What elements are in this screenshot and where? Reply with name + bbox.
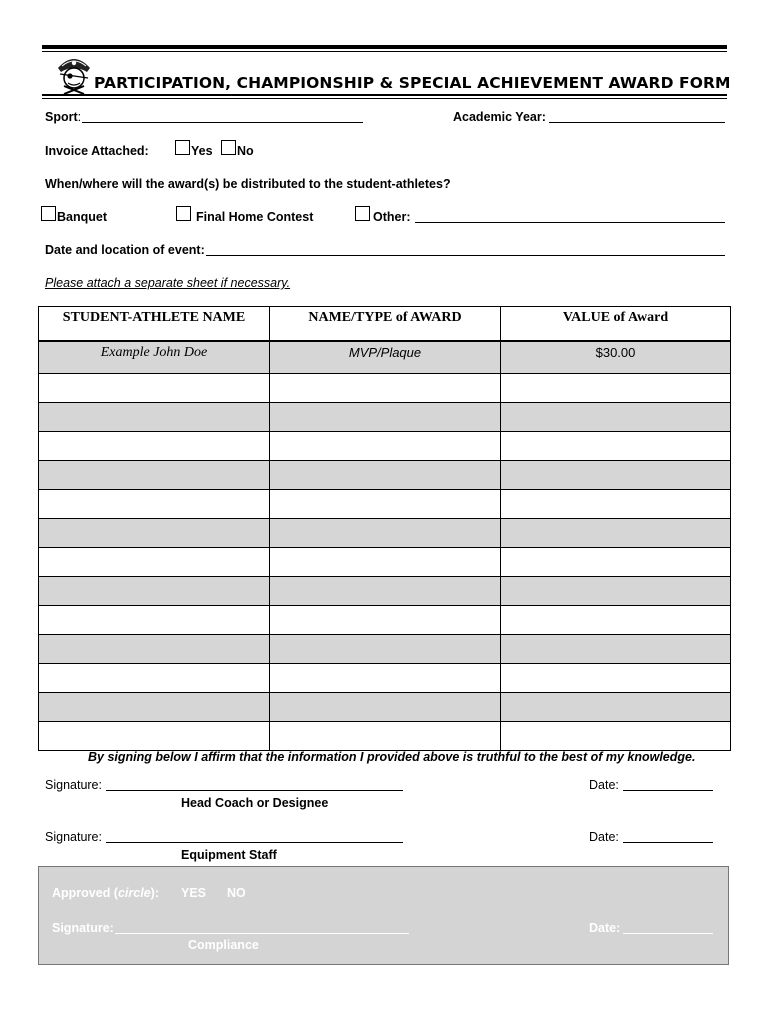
approved-no-option[interactable]: NO bbox=[227, 886, 246, 900]
equipment-role-label: Equipment Staff bbox=[181, 848, 277, 862]
award-cell[interactable] bbox=[270, 664, 501, 693]
equipment-signature-label: Signature: bbox=[45, 830, 102, 844]
table-row bbox=[39, 635, 731, 664]
banquet-label: Banquet bbox=[57, 210, 107, 224]
value-cell[interactable] bbox=[501, 519, 731, 548]
academic-year-field[interactable] bbox=[549, 122, 725, 123]
banquet-checkbox[interactable] bbox=[41, 206, 56, 221]
table-row bbox=[39, 606, 731, 635]
final-home-contest-label: Final Home Contest bbox=[196, 210, 314, 224]
example-award-cell: MVP/Plaque bbox=[270, 341, 501, 374]
name-cell[interactable] bbox=[39, 693, 270, 722]
value-cell[interactable] bbox=[501, 577, 731, 606]
invoice-no-label: No bbox=[237, 144, 254, 158]
form-title: PARTICIPATION, CHAMPIONSHIP & SPECIAL ACHIEVEMENT AWARD FORM bbox=[94, 74, 731, 92]
invoice-label: Invoice Attached: bbox=[45, 144, 149, 158]
value-cell[interactable] bbox=[501, 548, 731, 577]
name-cell[interactable] bbox=[39, 606, 270, 635]
compliance-signature-label: Signature: bbox=[52, 921, 114, 935]
coach-date-field[interactable] bbox=[623, 790, 713, 791]
award-cell[interactable] bbox=[270, 548, 501, 577]
award-cell[interactable] bbox=[270, 461, 501, 490]
header-rule-bottom-thin bbox=[42, 98, 727, 99]
name-cell[interactable] bbox=[39, 403, 270, 432]
approved-yes-option[interactable]: YES bbox=[181, 886, 207, 900]
name-cell[interactable] bbox=[39, 664, 270, 693]
invoice-yes-label: Yes bbox=[191, 144, 213, 158]
value-cell[interactable] bbox=[501, 403, 731, 432]
sport-field[interactable] bbox=[82, 122, 363, 123]
name-cell[interactable] bbox=[39, 635, 270, 664]
compliance-signature-field[interactable] bbox=[115, 933, 409, 934]
pirate-logo-icon bbox=[54, 52, 94, 94]
name-cell[interactable] bbox=[39, 722, 270, 751]
table-row bbox=[39, 432, 731, 461]
invoice-yes-checkbox[interactable] bbox=[175, 140, 190, 155]
compliance-box bbox=[38, 866, 729, 965]
award-cell[interactable] bbox=[270, 432, 501, 461]
value-cell[interactable] bbox=[501, 432, 731, 461]
value-cell[interactable] bbox=[501, 664, 731, 693]
approved-label: Approved (circle): bbox=[52, 886, 159, 900]
compliance-role-label: Compliance bbox=[188, 938, 259, 952]
award-cell[interactable] bbox=[270, 577, 501, 606]
sport-label: Sport: bbox=[45, 110, 82, 124]
attach-note: Please attach a separate sheet if necessary. bbox=[45, 276, 291, 290]
table-row bbox=[39, 519, 731, 548]
value-cell[interactable] bbox=[501, 693, 731, 722]
award-cell[interactable] bbox=[270, 519, 501, 548]
value-cell[interactable] bbox=[501, 374, 731, 403]
table-row bbox=[39, 548, 731, 577]
other-checkbox[interactable] bbox=[355, 206, 370, 221]
coach-signature-label: Signature: bbox=[45, 778, 102, 792]
table-row bbox=[39, 374, 731, 403]
name-cell[interactable] bbox=[39, 461, 270, 490]
name-cell[interactable] bbox=[39, 519, 270, 548]
award-cell[interactable] bbox=[270, 693, 501, 722]
name-cell[interactable] bbox=[39, 432, 270, 461]
equipment-signature-field[interactable] bbox=[106, 842, 403, 843]
header-rule-top bbox=[42, 45, 727, 49]
affirmation-text: By signing below I affirm that the information I provided above is truthful to the best of my knowledge. bbox=[88, 750, 696, 764]
header-award-type: NAME/TYPE of AWARD bbox=[270, 307, 501, 342]
value-cell[interactable] bbox=[501, 461, 731, 490]
header-rule-bottom bbox=[42, 94, 727, 96]
award-cell[interactable] bbox=[270, 403, 501, 432]
name-cell[interactable] bbox=[39, 548, 270, 577]
coach-date-label: Date: bbox=[589, 778, 619, 792]
table-row bbox=[39, 461, 731, 490]
compliance-date-field[interactable] bbox=[623, 933, 713, 934]
coach-signature-field[interactable] bbox=[106, 790, 403, 791]
table-row bbox=[39, 693, 731, 722]
table-row bbox=[39, 722, 731, 751]
award-cell[interactable] bbox=[270, 490, 501, 519]
other-field[interactable] bbox=[415, 222, 725, 223]
invoice-no-checkbox[interactable] bbox=[221, 140, 236, 155]
value-cell[interactable] bbox=[501, 606, 731, 635]
name-cell[interactable] bbox=[39, 577, 270, 606]
table-row bbox=[39, 490, 731, 519]
award-cell[interactable] bbox=[270, 606, 501, 635]
distribution-question: When/where will the award(s) be distributed to the student-athletes? bbox=[45, 177, 451, 191]
award-cell[interactable] bbox=[270, 635, 501, 664]
award-table bbox=[38, 306, 731, 751]
header-award-value: VALUE of Award bbox=[501, 307, 731, 342]
date-location-field[interactable] bbox=[206, 255, 725, 256]
name-cell[interactable] bbox=[39, 490, 270, 519]
value-cell[interactable] bbox=[501, 490, 731, 519]
table-row bbox=[39, 664, 731, 693]
award-cell[interactable] bbox=[270, 374, 501, 403]
example-name-cell: Example John Doe bbox=[39, 341, 270, 374]
name-cell[interactable] bbox=[39, 374, 270, 403]
coach-role-label: Head Coach or Designee bbox=[181, 796, 329, 810]
award-cell[interactable] bbox=[270, 722, 501, 751]
header-student-athlete-name: STUDENT-ATHLETE NAME bbox=[39, 307, 270, 342]
other-label: Other: bbox=[373, 210, 411, 224]
value-cell[interactable] bbox=[501, 722, 731, 751]
table-row-example bbox=[39, 341, 731, 374]
example-value-cell: $30.00 bbox=[501, 341, 731, 374]
date-location-label: Date and location of event: bbox=[45, 243, 205, 257]
final-home-contest-checkbox[interactable] bbox=[176, 206, 191, 221]
compliance-date-label: Date: bbox=[589, 921, 621, 935]
table-header-row bbox=[39, 307, 731, 342]
equipment-date-field[interactable] bbox=[623, 842, 713, 843]
value-cell[interactable] bbox=[501, 635, 731, 664]
header-rule-top-thin bbox=[42, 51, 727, 52]
table-row bbox=[39, 403, 731, 432]
table-row bbox=[39, 577, 731, 606]
equipment-date-label: Date: bbox=[589, 830, 619, 844]
academic-year-label: Academic Year: bbox=[453, 110, 546, 124]
